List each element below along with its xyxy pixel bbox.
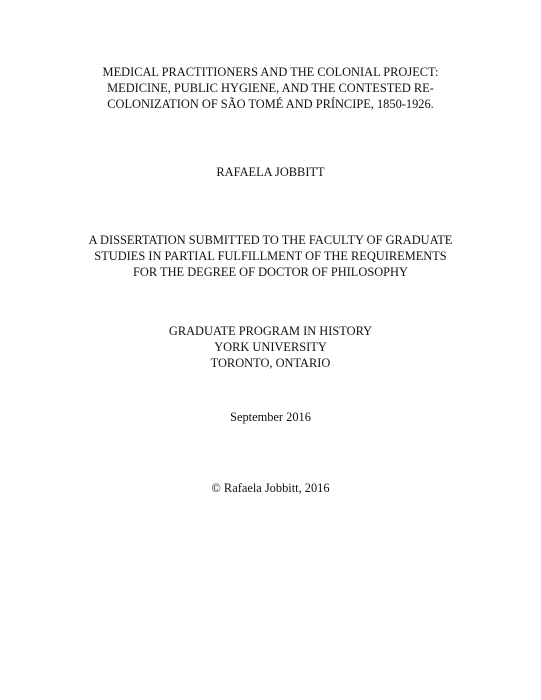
- statement-line-3: FOR THE DEGREE OF DOCTOR OF PHILOSOPHY: [133, 265, 408, 279]
- program-line-3: TORONTO, ONTARIO: [210, 356, 331, 370]
- copyright-notice: [40, 480, 501, 496]
- title-line-1: MEDICAL PRACTITIONERS AND THE COLONIAL PROJECT:: [102, 65, 439, 79]
- title-line-3: COLONIZATION OF SÃO TOMÉ AND PRÍNCIPE, 1850-1926.: [107, 97, 434, 111]
- submission-date: [40, 409, 501, 425]
- program-line-1: GRADUATE PROGRAM IN HISTORY: [168, 324, 373, 338]
- program-institution: [40, 323, 501, 371]
- statement-line-2: STUDIES IN PARTIAL FULFILLMENT OF THE REQUIREMENTS: [94, 249, 447, 263]
- submission-statement: [40, 232, 501, 280]
- author-name: [40, 164, 501, 180]
- date-line: September 2016: [230, 410, 311, 424]
- dissertation-title: [40, 64, 501, 112]
- author-line: RAFAELA JOBBITT: [216, 165, 325, 179]
- title-line-2: MEDICINE, PUBLIC HYGIENE, AND THE CONTESTED RE-: [107, 81, 434, 95]
- statement-line-1: A DISSERTATION SUBMITTED TO THE FACULTY OF GRADUATE: [88, 233, 453, 247]
- program-line-2: YORK UNIVERSITY: [214, 340, 327, 354]
- copyright-line: © Rafaela Jobbitt, 2016: [211, 481, 330, 495]
